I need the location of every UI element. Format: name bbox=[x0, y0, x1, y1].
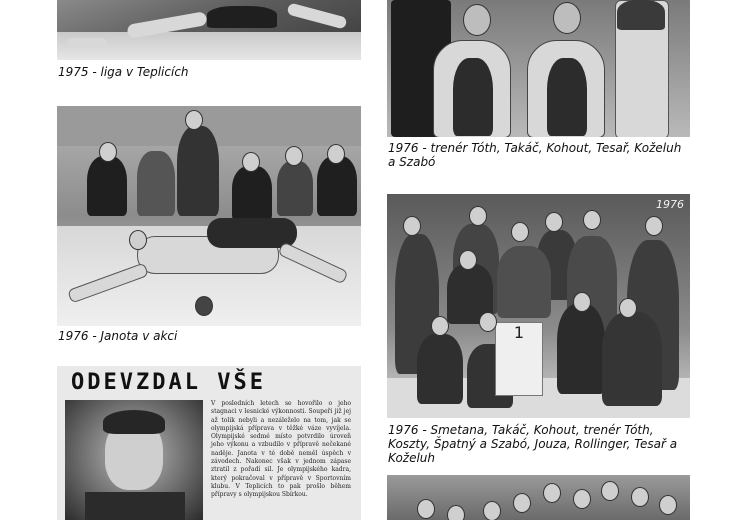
podium-label: 1 bbox=[513, 323, 525, 342]
photo-1976-team-top bbox=[387, 0, 690, 137]
caption-liga-1975: 1975 - liga v Teplicích bbox=[58, 65, 189, 79]
caption-team-1976-top: 1976 - trenér Tóth, Takáč, Kohout, Tesař, Koželuh a Szabó bbox=[388, 141, 682, 169]
photo-team-bottom bbox=[387, 475, 690, 520]
clipping-headline: ODEVZDAL VŠE bbox=[71, 370, 266, 395]
photo-1976-janota bbox=[57, 106, 361, 326]
podium-first-place bbox=[495, 322, 543, 396]
photo-1975-liga bbox=[57, 0, 361, 60]
caption-team-1976-mid: 1976 - Smetana, Takáč, Kohout, trenér Tóth, Koszty, Špatný a Szabó, Jouza, Rollinger, Tesař a Koželuh bbox=[388, 423, 678, 465]
photo-1976-team-trophies bbox=[387, 194, 690, 418]
newspaper-clipping bbox=[57, 366, 361, 520]
caption-janota-1976: 1976 - Janota v akci bbox=[58, 329, 178, 343]
clipping-body-text: V posledních letech se hovořilo o jeho stagnaci v lesnické výkonnosti. Soupeři již jej až tolik nebyli a nezáleželo na tom, jak se olympijská příprava v těžké váze vyvíjela. Olympijské sedmé místo potvrdilo úroveň jeho výkonu a vzbudilo v přípravě nečekané naděje. Janota v té době neměl úspěch v závodech. Nakonec však v jednom zápase ztratil z pořadí sil. Je olympijského kadra, který pokračoval v přípravě v Sportovním klubu. V Teplicích to pak prošlo během přípravy s olympijskou Sbírkou. bbox=[211, 400, 351, 499]
photo-year-tag: 1976 bbox=[656, 198, 684, 211]
clipping-portrait-photo bbox=[65, 400, 203, 520]
